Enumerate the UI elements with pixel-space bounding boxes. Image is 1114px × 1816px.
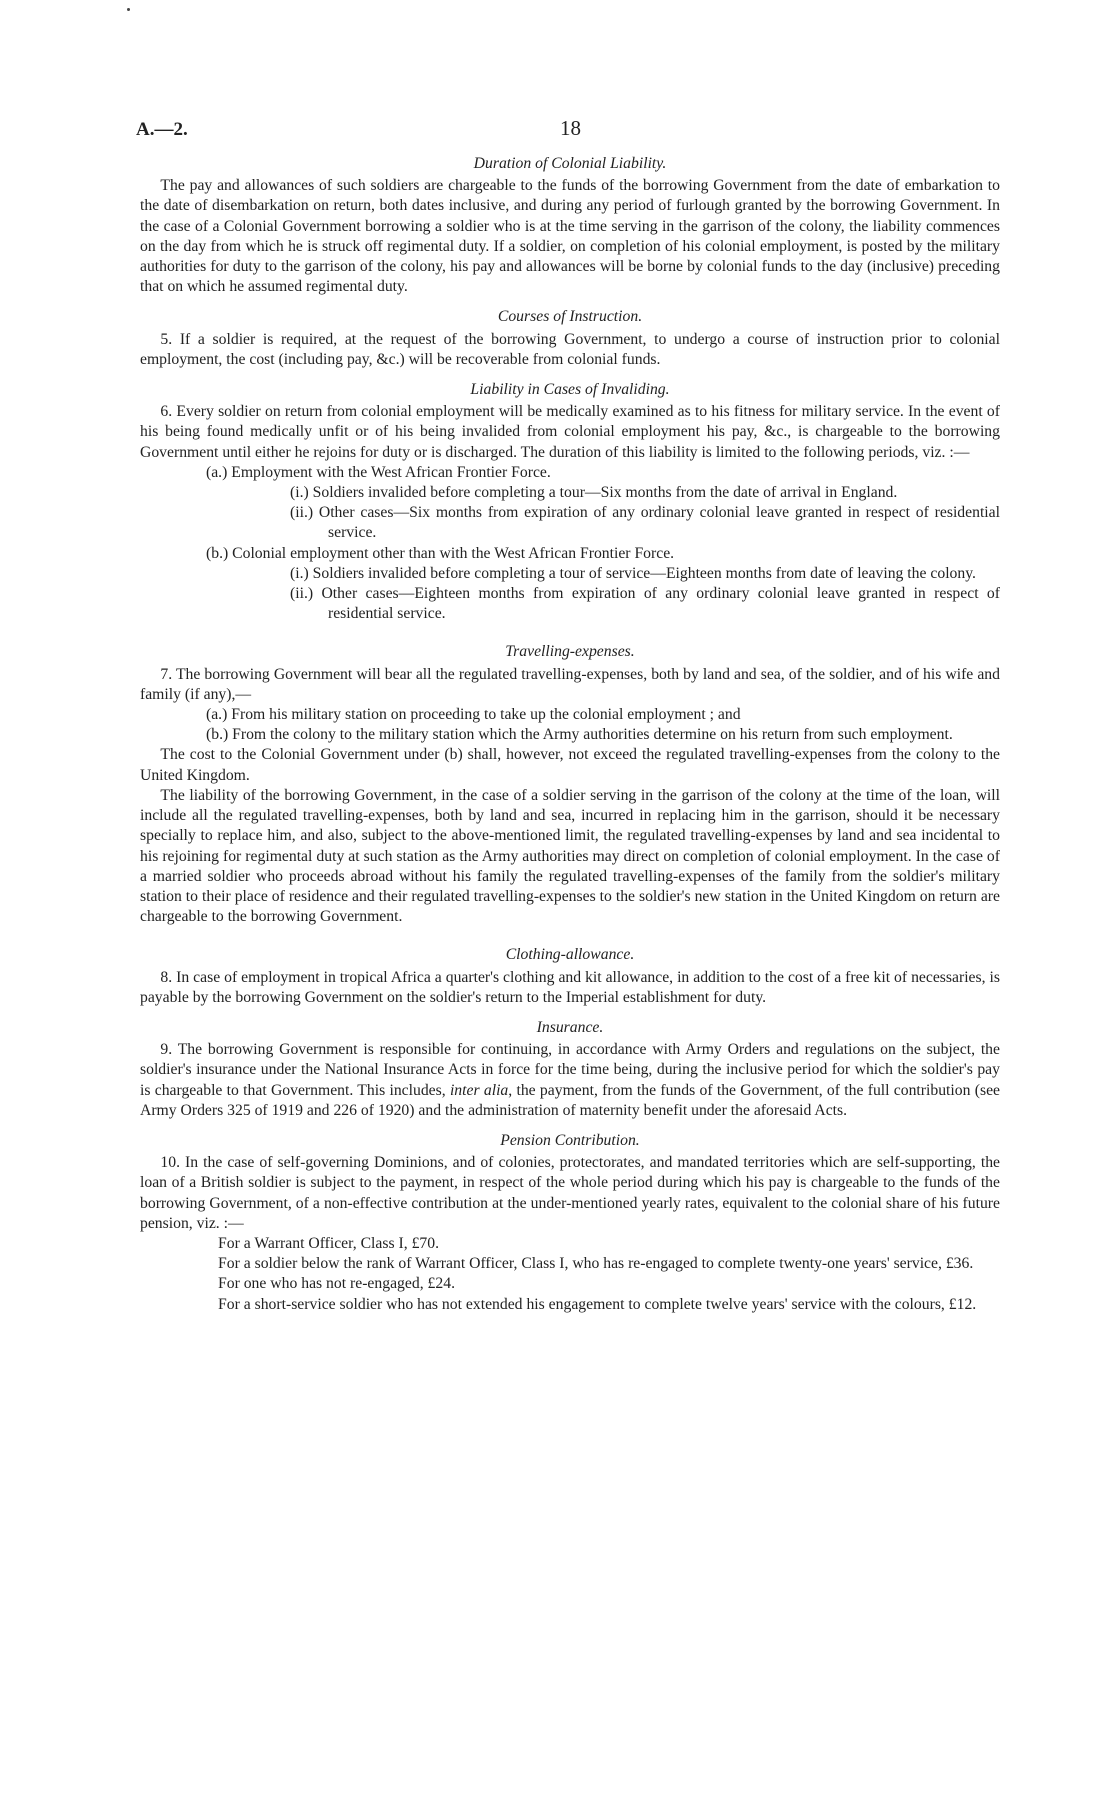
heading-duration: Duration of Colonial Liability. <box>473 155 667 172</box>
pension-rate-warrant-officer: For a Warrant Officer, Class I, £70. <box>218 1234 440 1252</box>
pension-rate-not-reengaged: For one who has not re-engaged, £24. <box>218 1275 455 1293</box>
list-item-invaliding-a-i: (i.) Soldiers invalided before completing a tour—Six months from the date of arrival in England. <box>290 484 898 502</box>
list-item-invaliding-b-ii: (ii.) Other cases—Eighteen months from expiration of any ordinary colonial leave granted in respect of residential service. <box>290 585 1000 623</box>
list-item-invaliding-a: (a.) Employment with the West African Frontier Force. <box>206 463 551 481</box>
paragraph-pension: 10. In the case of self-governing Dominions, and of colonies, protectorates, and mandated territories which are self-supporting, the loan of a British soldier is subject to the payment, in respect of the whole period during which his pay is chargeable to the funds of the borrowing Government, of a non-effective contribution at the under-mentioned yearly rates, equivalent to the colonial share of his future pension, viz. :— <box>140 1154 1000 1232</box>
paragraph-clothing: 8. In case of employment in tropical Africa a quarter's clothing and kit allowance, in addition to the cost of a free kit of necessaries, is payable by the borrowing Government on the soldier's return to the Imperial establishment for duty. <box>140 968 1000 1006</box>
page-header <box>136 116 1000 154</box>
insurance-text-a: 9. The borrowing Government is responsible for continuing, in accordance with Army Orders and regulations on the subject, the soldier's insurance under the National Insurance Acts in force for the time being, during the inclusive period for which the soldier's pay is chargeable to that Government. This includes, <box>140 1041 1000 1099</box>
heading-invaliding: Liability in Cases of Invaliding. <box>470 381 670 399</box>
list-item-travelling-b: (b.) From the colony to the military station which the Army authorities determine on his return from such employment. <box>206 726 953 744</box>
paragraph-duration: The pay and allowances of such soldiers are chargeable to the funds of the borrowing Government from the date of embarkation to the date of disembarkation on return, both dates inclusive, and during any period of furlough granted by the borrowing Government. In the case of a Colonial Government borrowing a soldier who is at the time serving in the garrison of the colony, the liability commences on the day from which he is struck off regimental duty. If a soldier, on completion of his colonial employment, is posted by the military authorities for duty to the garrison of the colony, his pay and allowances will be borne by colonial funds to the day (inclusive) preceding that on which he assumed regimental duty. <box>140 177 1000 296</box>
scan-speck <box>127 8 130 11</box>
insurance-text-latin: inter alia <box>449 1081 509 1099</box>
list-item-travelling-a: (a.) From his military station on proceeding to take up the colonial employment ; and <box>206 706 741 724</box>
heading-courses: Courses of Instruction. <box>497 308 643 326</box>
paragraph-courses: 5. If a soldier is required, at the request of the borrowing Government, to undergo a course of instruction prior to colonial employment, the cost (including pay, &c.) will be recoverable from colonial funds. <box>140 330 1000 368</box>
pension-rate-reengaged: For a soldier below the rank of Warrant Officer, Class I, who has re-engaged to complete twenty-one years' service, £36. <box>218 1255 974 1273</box>
heading-pension: Pension Contribution. <box>500 1131 640 1149</box>
document-page <box>136 116 1000 1315</box>
page-number: 18 <box>560 116 581 140</box>
paragraph-invaliding: 6. Every soldier on return from colonial employment will be medically examined as to his fitness for military service. In the event of his being found medically unfit or of his being invalided from colonial employment his pay, &c., is chargeable to the borrowing Government until either he rejoins for duty or is discharged. The duration of this liability is limited to the following periods, viz. :— <box>140 403 1000 461</box>
pension-rate-short-service: For a short-service soldier who has not extended his engagement to complete twelve years' service with the colours, £12. <box>218 1295 977 1313</box>
heading-travelling: Travelling-expenses. <box>505 643 635 661</box>
heading-insurance: Insurance. <box>536 1018 604 1036</box>
paragraph-travelling-2: The cost to the Colonial Government under (b) shall, however, not exceed the regulated travelling-expenses from the colony to the United Kingdom. <box>140 746 1000 784</box>
list-item-invaliding-b-i: (i.) Soldiers invalided before completing a tour of service—Eighteen months from date of leaving the colony. <box>290 564 976 582</box>
paragraph-travelling-3: The liability of the borrowing Government, in the case of a soldier serving in the garrison of the colony at the time of the loan, will include all the regulated travelling-expenses, both by land and sea, incurred in replacing him in the garrison, should it be necessary specially to replace him, and also, subject to the above-mentioned limit, the regulated travelling-expenses by land and sea incidental to his rejoining for regimental duty at such station as the Army authorities may direct on completion of colonial employment. In the case of a married soldier who proceeds abroad without his family the regulated travelling-expenses of the family from the soldier's military station to their place of residence and their regulated travelling-expenses to the soldier's new station in the United Kingdom on return are chargeable to the borrowing Government. <box>140 786 1000 926</box>
paragraph-insurance <box>140 1040 1000 1121</box>
heading-clothing: Clothing-allowance. <box>505 946 635 964</box>
document-reference: A.—2. <box>136 119 188 140</box>
insurance-text-b: , the payment, from the funds of the Government, of the full contribution (see Army Orders 325 of 1919 and 226 of 1920) and the administration of maternity benefit under the aforesaid Acts. <box>140 1081 1000 1119</box>
list-item-invaliding-b: (b.) Colonial employment other than with the West African Frontier Force. <box>206 544 675 562</box>
list-item-invaliding-a-ii: (ii.) Other cases—Six months from expiration of any ordinary colonial leave granted in respect of residential service. <box>290 504 1000 542</box>
paragraph-travelling-1: 7. The borrowing Government will bear all the regulated travelling-expenses, both by land and sea, of the soldier, and of his wife and family (if any),— <box>140 665 1000 703</box>
